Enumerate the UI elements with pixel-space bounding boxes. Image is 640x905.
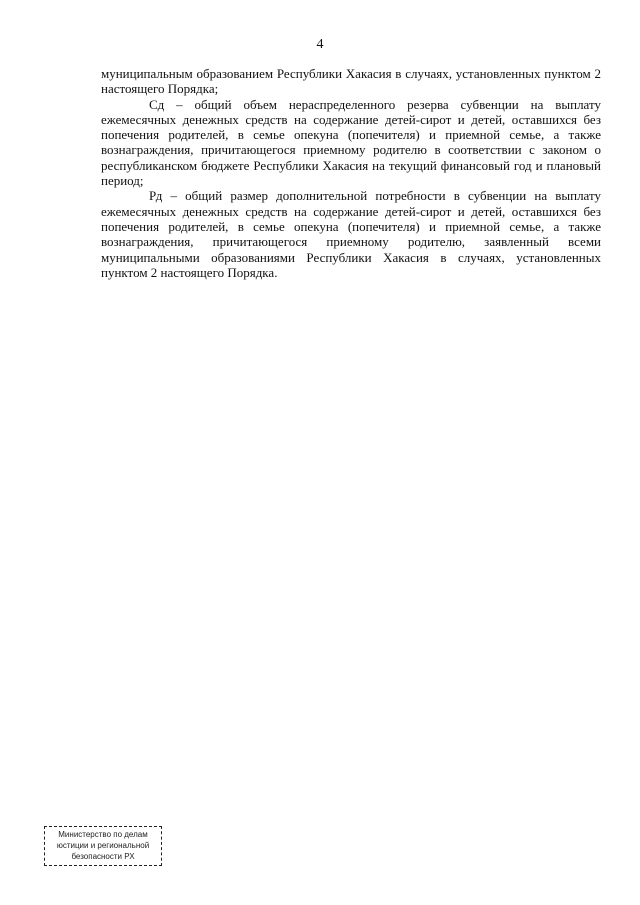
stamp-line-3: безопасности РХ — [71, 852, 135, 861]
stamp-line-2: юстиции и региональной — [56, 841, 150, 850]
stamp-line-1: Министерство по делам — [58, 830, 148, 839]
paragraph-continuation: муниципальным образованием Республики Хакасия в случаях, установленных пунктом 2 настоящего Порядка; — [101, 66, 601, 97]
paragraph-rd-definition: Рд – общий размер дополнительной потребности в субвенции на выплату ежемесячных денежных средств на содержание детей-сирот и детей, оставшихся без попечения родителей, в семье опекуна (попечителя) и приемной семье, а также вознаграждения, причитающегося приемному родителю, заявленный всеми муниципальными образованиями Республики Хакасия в случаях, установленных пунктом 2 настоящего Порядка. — [101, 188, 601, 280]
page-number: 4 — [316, 37, 324, 52]
document-body — [101, 66, 601, 280]
paragraph-sd-definition: Сд – общий объем нераспределенного резерва субвенции на выплату ежемесячных денежных средств на содержание детей-сирот и детей, оставшихся без попечения родителей, в семье опекуна (попечителя) и приемной семье, а также вознаграждения, причитающегося приемному родителю в соответствии с законом о республиканском бюджете Республики Хакасия на текущий финансовый год и плановый период; — [101, 96, 601, 189]
ministry-stamp — [44, 826, 162, 866]
